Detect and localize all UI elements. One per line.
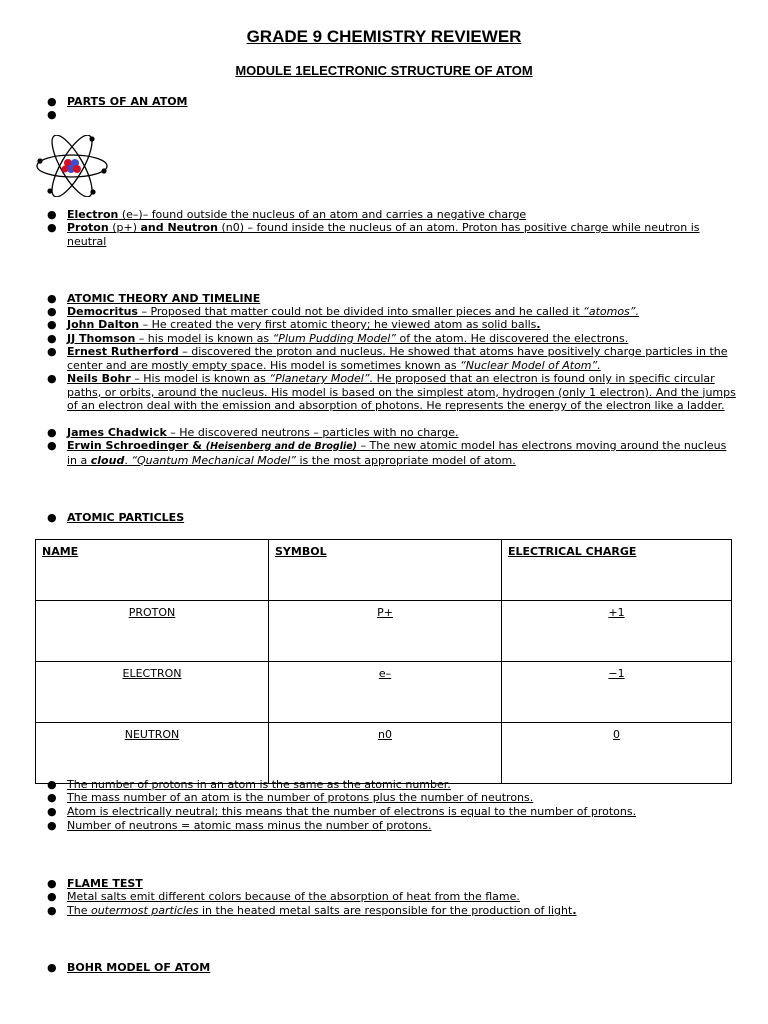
bullet-icon: ● — [47, 372, 57, 385]
particles-table — [35, 539, 732, 784]
list-item — [47, 208, 737, 222]
cell-symbol: e– — [269, 662, 502, 723]
thomson-term: “Plum Pudding Model” — [272, 332, 396, 345]
ampersand: & — [188, 439, 206, 452]
schrodinger-sep: . — [124, 453, 132, 467]
list-item — [47, 778, 737, 792]
scientist-chadwick: James Chadwick — [67, 426, 167, 439]
bullet-icon: ● — [47, 805, 57, 818]
section-heading-particles: ATOMIC PARTICLES — [67, 511, 185, 524]
list-item — [47, 292, 737, 306]
list-item — [47, 890, 737, 904]
flame-term: outermost particles — [90, 904, 199, 917]
bullet-icon: ● — [47, 890, 57, 903]
term-neutron: and Neutron — [140, 221, 219, 234]
note-atomic-number: The number of protons in an atom is the same as the atomic number. — [67, 778, 451, 791]
bullet-icon: ● — [47, 511, 57, 524]
scientist-thomson: JJ Thomson — [67, 332, 136, 345]
list-item — [47, 904, 737, 918]
proton-symbol: (p+) — [108, 221, 141, 234]
section-heading-flame: FLAME TEST — [67, 877, 143, 890]
flame-line-1: Metal salts emit different colors because of the absorption of heat from the flame. — [67, 890, 520, 903]
list-item — [47, 439, 737, 467]
column-header-name: NAME — [36, 540, 269, 601]
bullet-icon: ● — [47, 819, 57, 832]
table-row — [36, 601, 732, 662]
schrodinger-end: is the most appropriate model of atom. — [295, 453, 516, 467]
bullet-icon: ● — [47, 332, 57, 345]
democritus-description: – Proposed that matter could not be divided into smaller pieces and he called it — [137, 305, 584, 318]
section-heading-theory: ATOMIC THEORY AND TIMELINE — [67, 292, 261, 305]
section-heading-parts: PARTS OF AN ATOM — [67, 95, 188, 108]
bullet-icon: ● — [47, 221, 57, 234]
list-item — [47, 372, 737, 413]
note-mass-number: The mass number of an atom is the number of protons plus the number of neutrons. — [67, 791, 534, 804]
co-scientists: (Heisenberg and de Broglie) — [205, 441, 358, 452]
dalton-period: . — [536, 318, 541, 331]
scientist-rutherford: Ernest Rutherford — [67, 345, 179, 358]
module-subtitle: MODULE 1ELECTRONIC STRUCTURE OF ATOM — [235, 63, 533, 78]
scientist-democritus: Democritus — [67, 305, 138, 318]
dalton-description: – He created the very first atomic theory; he viewed atom as solid balls — [139, 318, 537, 331]
table-row — [36, 723, 732, 784]
note-neutrons: Number of neutrons = atomic mass minus the number of protons. — [67, 819, 432, 832]
democritus-term: “atomos”. — [583, 305, 639, 318]
list-item — [47, 791, 737, 805]
list-item — [47, 426, 737, 440]
list-item — [47, 819, 737, 833]
thomson-description: – his model is known as — [135, 332, 273, 345]
flame-line-2-pre: The — [67, 904, 91, 917]
schrodinger-term: “Quantum Mechanical Model” — [131, 453, 296, 467]
bullet-icon: ● — [47, 345, 57, 358]
rutherford-term: “Nuclear Model of Atom”. — [460, 358, 601, 372]
cell-name: NEUTRON — [36, 723, 269, 784]
flame-line-2-post: in the heated metal salts are responsible for the production of light — [198, 904, 573, 917]
table-row — [36, 662, 732, 723]
chadwick-description: – He discovered neutrons – particles with no charge. — [166, 426, 459, 439]
list-item — [47, 95, 737, 109]
list-item — [47, 805, 737, 819]
column-header-charge: ELECTRICAL CHARGE — [502, 540, 732, 601]
cell-name: PROTON — [36, 601, 269, 662]
schrodinger-description: – The new atomic model has electrons moving around the nucleus in a — [67, 439, 727, 467]
atom-icon — [35, 135, 109, 197]
list-item — [47, 961, 737, 975]
bullet-icon: ● — [47, 305, 57, 318]
bullet-icon: ● — [47, 292, 57, 305]
proton-neutron-description: (n0) – found inside the nucleus of an atom. Proton has positive charge while neutron is neutral — [67, 221, 700, 248]
bullet-icon: ● — [47, 778, 57, 791]
bullet-icon: ● — [47, 877, 57, 890]
list-item — [47, 332, 737, 346]
bohr-end: He proposed that an electron is found only in specific circular paths, or orbits, around the nucleus. His model is based on the simplest atom, hydrogen (only 1 electron). And the jumps of an electron deal with the emission and absorption of photons. He represents the energy of the electron like a ladder. — [67, 372, 736, 412]
section-heading-bohr: BOHR MODEL OF ATOM — [67, 961, 211, 974]
bohr-term: “Planetary Model”. — [269, 372, 374, 385]
list-item — [47, 345, 737, 372]
page-title: GRADE 9 CHEMISTRY REVIEWER — [246, 27, 522, 46]
bullet-icon: ● — [47, 208, 57, 221]
bullet-icon: ● — [47, 426, 57, 439]
bohr-description: – His model is known as — [130, 372, 270, 385]
scientist-dalton: John Dalton — [67, 318, 140, 331]
note-neutral: Atom is electrically neutral; this means that the number of electrons is equal to the number of protons. — [67, 805, 637, 818]
scientist-bohr: Neils Bohr — [67, 372, 131, 385]
table-header-row — [36, 540, 732, 601]
bullet-icon: ● — [47, 961, 57, 974]
column-header-symbol: SYMBOL — [269, 540, 502, 601]
bullet-icon: ● — [47, 904, 57, 917]
term-electron: Electron — [67, 208, 119, 221]
bullet-icon: ● — [47, 318, 57, 331]
bullet-icon: ● — [47, 439, 57, 452]
term-proton: Proton — [67, 221, 109, 234]
list-item — [47, 511, 737, 525]
bullet-icon: ● — [47, 95, 57, 108]
list-item — [47, 305, 737, 319]
scientist-schrodinger: Erwin Schroedinger — [67, 439, 189, 452]
cell-symbol: n0 — [269, 723, 502, 784]
list-item — [47, 877, 737, 891]
cell-name: ELECTRON — [36, 662, 269, 723]
cloud-term: cloud — [90, 453, 125, 467]
rutherford-description: – discovered the proton and nucleus. He showed that atoms have positively charge particles in the center and are mostly empty space. His model is sometimes known as — [67, 345, 728, 372]
cell-symbol: P+ — [269, 601, 502, 662]
bullet-icon: ● — [47, 791, 57, 804]
bullet-icon: ● — [47, 108, 57, 121]
cell-charge: +1 — [502, 601, 732, 662]
list-item — [47, 318, 737, 332]
thomson-end: of the atom. He discovered the electrons. — [395, 332, 629, 345]
cell-charge: 0 — [502, 723, 732, 784]
flame-period: . — [572, 904, 577, 917]
electron-description: (e–)– found outside the nucleus of an atom and carries a negative charge — [118, 208, 527, 221]
cell-charge: −1 — [502, 662, 732, 723]
list-item — [47, 221, 737, 248]
